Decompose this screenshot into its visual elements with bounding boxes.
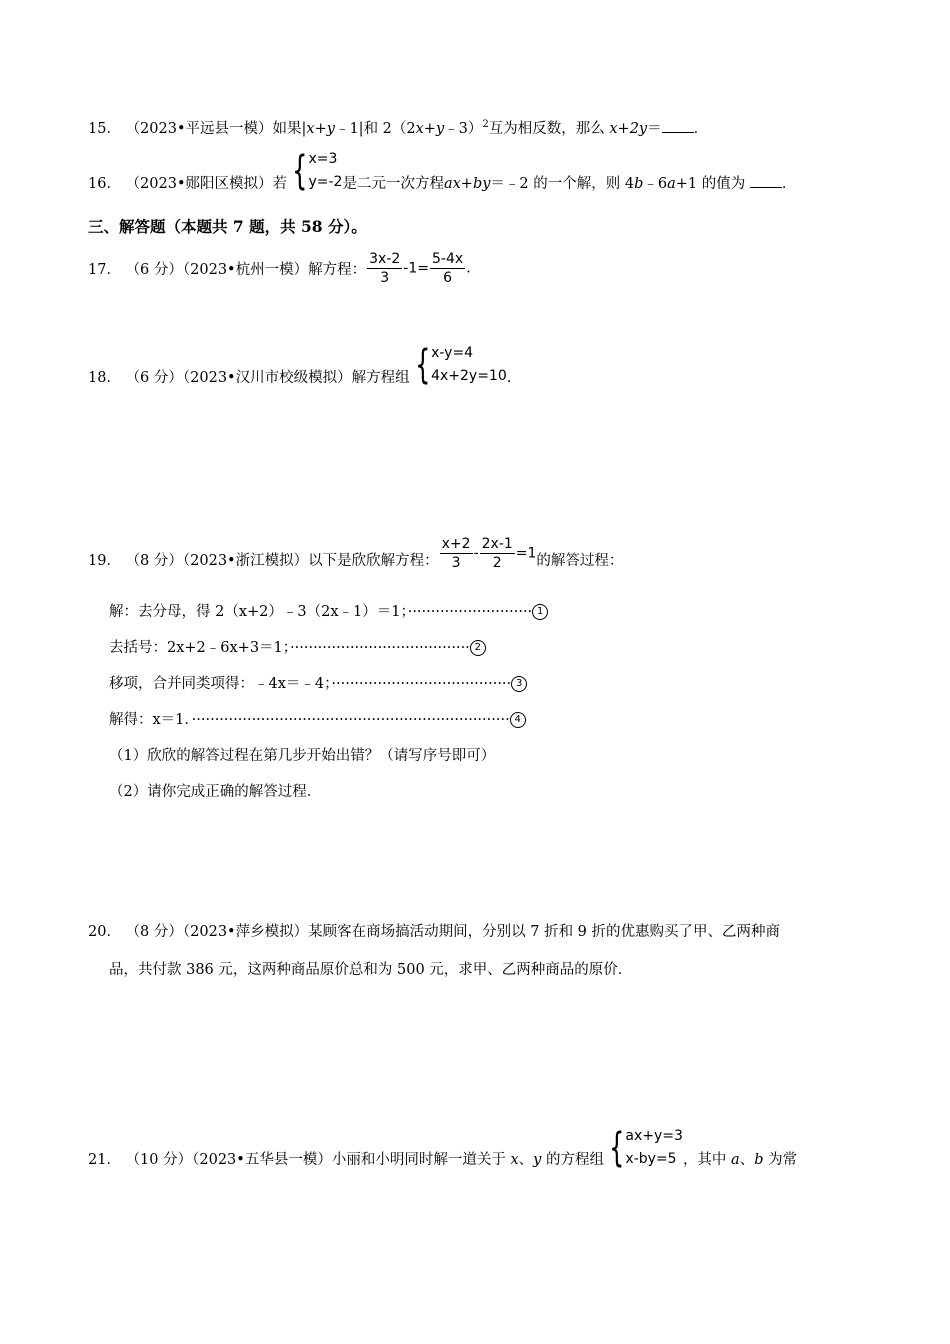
fraction-numerator: 5-4x bbox=[431, 251, 464, 267]
q16-system-eq2: y=-2 bbox=[308, 174, 343, 190]
q15-text: ﹣3） bbox=[444, 121, 483, 137]
q18-score: （6 分） bbox=[125, 370, 183, 386]
q19-sub-2: （2）请你完成正确的解答过程． bbox=[109, 784, 322, 800]
q19-text: 的解答过程： bbox=[536, 553, 624, 569]
q15-exponent: 2 bbox=[482, 119, 489, 131]
question-15 bbox=[88, 117, 708, 138]
q15-text: ﹣1|和 2（2 bbox=[334, 121, 416, 137]
q17-end: . bbox=[466, 260, 471, 277]
q21-system bbox=[625, 1125, 683, 1171]
q21-system-eq2: x-by=5 bbox=[625, 1151, 677, 1167]
q21-text: 为常 bbox=[768, 1152, 798, 1168]
q18-source: （2023•汉川市校级模拟） bbox=[182, 370, 352, 386]
q21-text: 小丽和小明同时解一道关于 bbox=[331, 1152, 506, 1168]
q17-text: 解方程： bbox=[308, 262, 367, 278]
step-marker: 1 bbox=[532, 604, 548, 620]
question-20 bbox=[88, 920, 780, 941]
fraction-denominator: 3 bbox=[380, 270, 390, 286]
question-19 bbox=[88, 535, 623, 572]
q21-score: （10 分） bbox=[125, 1152, 193, 1168]
step-marker: 3 bbox=[511, 676, 527, 692]
q21-var: y bbox=[533, 1152, 542, 1168]
fraction-denominator: 6 bbox=[443, 270, 453, 286]
q16-system bbox=[308, 148, 342, 194]
q19-number: 19． bbox=[88, 553, 121, 569]
q18-number: 18． bbox=[88, 370, 121, 386]
dot-leader: ······································· bbox=[331, 676, 512, 692]
q16-text: ＝﹣2 的一个解，则 4 bbox=[490, 176, 635, 192]
q19-text: 以下是欣欣解方程： bbox=[308, 553, 439, 569]
q16-var: b bbox=[634, 176, 644, 192]
step-text: 解得：x＝1． bbox=[109, 712, 192, 728]
q16-number: 16． bbox=[88, 176, 121, 192]
q16-text: +1 的值为 bbox=[675, 176, 746, 192]
q16-expr: ax+by bbox=[443, 176, 491, 192]
q21-text: 的方程组 bbox=[545, 1152, 604, 1168]
q19-fraction-2 bbox=[480, 535, 515, 572]
q15-expr: x+2y bbox=[609, 121, 648, 137]
q15-text: ＝ bbox=[647, 121, 662, 137]
step-text: 移项，合并同类项得：﹣4x＝﹣4； bbox=[109, 676, 332, 692]
q15-expr: x+y bbox=[415, 121, 445, 137]
fraction-numerator: 3x-2 bbox=[369, 251, 401, 267]
q20-text: 某顾客在商场搞活动期间，分别以 7 折和 9 折的优惠购买了甲、乙两种商 bbox=[308, 924, 781, 940]
question-16 bbox=[88, 148, 796, 194]
q15-source: （2023•平远县一模） bbox=[125, 121, 273, 137]
step-marker: 4 bbox=[510, 712, 526, 728]
q17-score: （6 分） bbox=[125, 262, 183, 278]
q19-score: （8 分） bbox=[125, 553, 183, 569]
step-marker: 2 bbox=[470, 640, 486, 656]
q21-text: ，其中 bbox=[682, 1152, 727, 1168]
q19-fraction-1 bbox=[440, 535, 473, 572]
q16-text: ﹣6 bbox=[643, 176, 668, 192]
q15-text: 如果| bbox=[272, 121, 307, 137]
q17-fraction-1 bbox=[367, 250, 402, 287]
q20-source: （2023•萍乡模拟） bbox=[182, 924, 309, 940]
fraction-denominator: 3 bbox=[451, 555, 461, 571]
dot-leader: ····································································· bbox=[191, 712, 510, 728]
q20-number: 20． bbox=[88, 924, 121, 940]
q19-step-4 bbox=[109, 708, 526, 729]
q15-expr: x+y bbox=[306, 121, 335, 137]
q15-number: 15． bbox=[88, 121, 121, 137]
q15-end: ． bbox=[693, 121, 709, 137]
q17-fraction-2 bbox=[430, 250, 465, 287]
q15-text: 互为相反数，那么 bbox=[488, 121, 605, 137]
brace-icon: { bbox=[292, 148, 308, 194]
fraction-denominator: 2 bbox=[492, 555, 502, 571]
dot-leader: ······································· bbox=[290, 640, 470, 656]
q17-number: 17． bbox=[88, 262, 121, 278]
section-title: 三、解答题（本题共 7 题，共 58 分）。 bbox=[88, 217, 367, 236]
q20-line-2: 品，共付款 386 元，这两种商品原价总和为 500 元，求甲、乙两种商品的原价． bbox=[109, 962, 633, 978]
q21-number: 21． bbox=[88, 1152, 121, 1168]
q18-system-eq1: x-y=4 bbox=[431, 345, 474, 361]
q16-system-eq1: x=3 bbox=[308, 151, 338, 167]
q21-var: x bbox=[510, 1152, 519, 1168]
q21-var: a bbox=[731, 1152, 740, 1168]
q20-score: （8 分） bbox=[125, 924, 183, 940]
q19-step-1 bbox=[109, 600, 548, 621]
q16-text: 是二元一次方程 bbox=[342, 176, 444, 192]
q21-text: 、 bbox=[739, 1152, 755, 1168]
q21-system-eq1: ax+y=3 bbox=[625, 1128, 683, 1144]
question-17 bbox=[88, 250, 471, 287]
q18-end: . bbox=[506, 370, 512, 386]
q21-text: 、 bbox=[518, 1152, 534, 1168]
question-21 bbox=[88, 1125, 797, 1171]
fraction-numerator: 2x-1 bbox=[481, 536, 513, 552]
q18-text: 解方程组 bbox=[351, 370, 410, 386]
q17-operator: -1= bbox=[403, 260, 429, 277]
q19-source: （2023•浙江模拟） bbox=[182, 553, 309, 569]
q19-operator: - bbox=[473, 545, 479, 562]
q19-sub-1: （1）欣欣的解答过程在第几步开始出错？（请写序号即可） bbox=[109, 748, 496, 764]
q21-source: （2023•五华县一模） bbox=[192, 1152, 332, 1168]
q19-step-3 bbox=[109, 672, 527, 693]
q16-text: 若 bbox=[272, 176, 288, 192]
answer-blank bbox=[662, 122, 694, 133]
q16-source: （2023•郧阳区模拟） bbox=[125, 176, 273, 192]
q16-var: a bbox=[667, 176, 676, 192]
q19-step-2 bbox=[109, 636, 486, 657]
dot-leader: ··························· bbox=[407, 604, 533, 620]
question-18 bbox=[88, 342, 511, 388]
q16-end: ． bbox=[781, 176, 797, 192]
step-text: 解：去分母，得 2（x+2）﹣3（2x﹣1）＝1； bbox=[109, 604, 408, 620]
q18-system-eq2: 4x+2y=10 bbox=[431, 368, 507, 384]
q17-source: （2023•杭州一模） bbox=[182, 262, 309, 278]
q18-system bbox=[431, 342, 507, 388]
brace-icon: { bbox=[414, 342, 430, 388]
brace-icon: { bbox=[609, 1125, 625, 1171]
q21-var: b bbox=[754, 1152, 764, 1168]
answer-blank bbox=[750, 177, 782, 188]
fraction-numerator: x+2 bbox=[441, 536, 471, 552]
step-text: 去括号：2x+2﹣6x+3＝1； bbox=[109, 640, 291, 656]
q19-operator: =1 bbox=[515, 545, 537, 562]
